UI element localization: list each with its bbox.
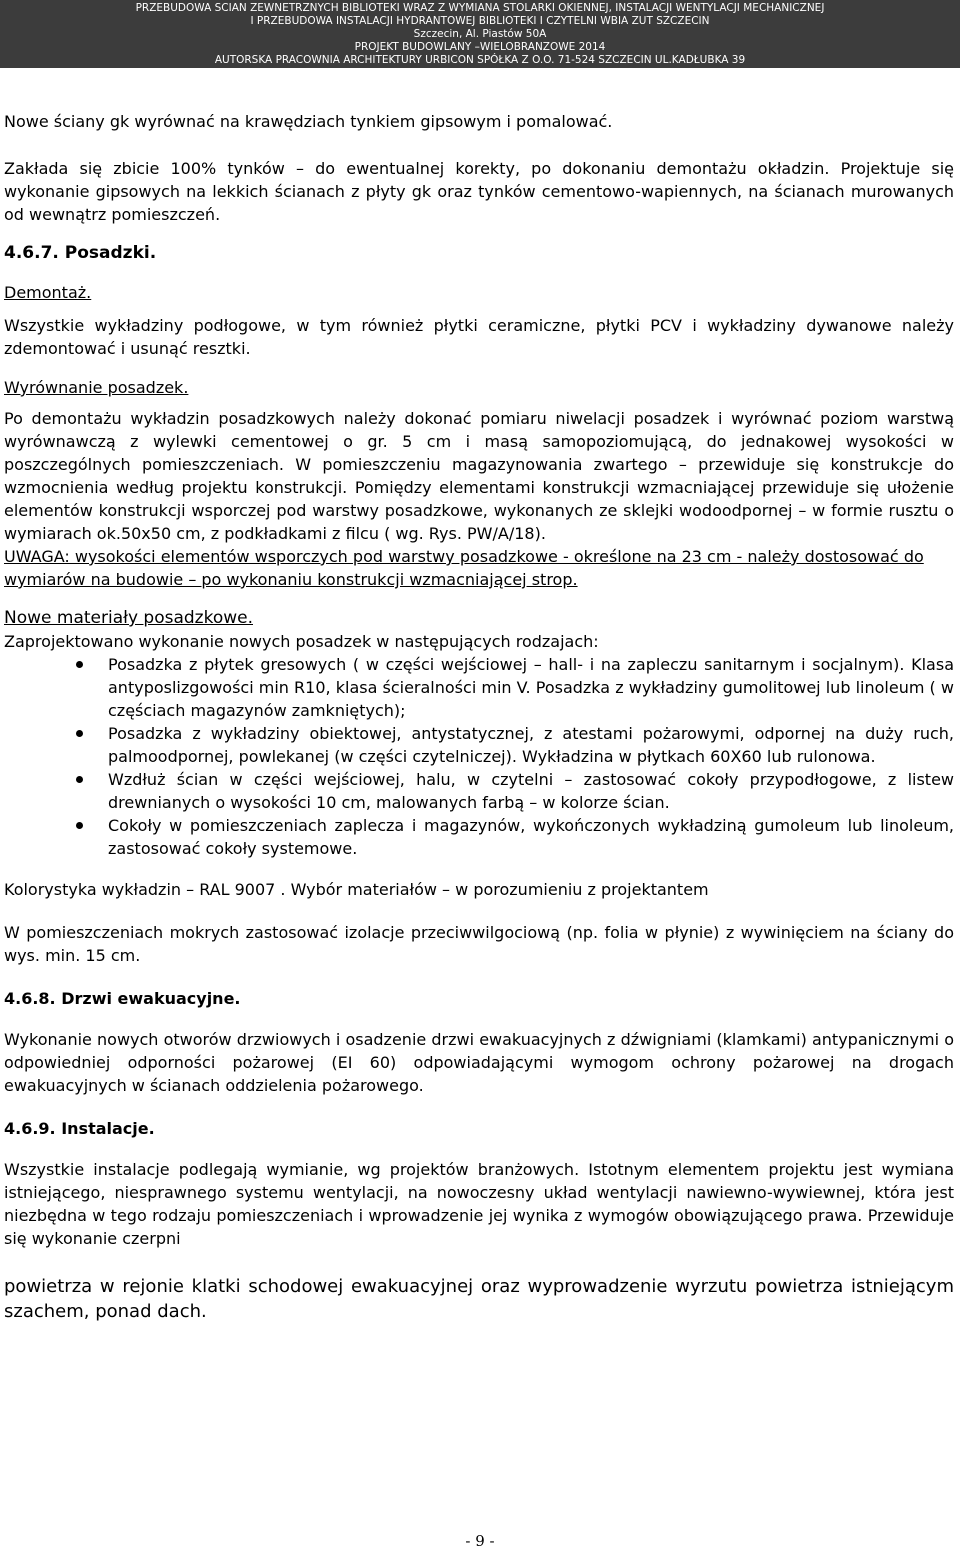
paragraph-mokre: W pomieszczeniach mokrych zastosować izolacje przeciwwilgociową (np. folia w płynie) z wywinięciem na ściany do wys. min. 15 cm.	[4, 923, 954, 965]
page-number: - 9 -	[465, 1532, 495, 1550]
list-item	[4, 814, 954, 860]
list-item	[4, 722, 954, 768]
document-header	[0, 0, 960, 68]
header-line-2: I PRZEBUDOWA INSTALACJI HYDRANTOWEJ BIBLIOTEKI I CZYTELNI WBIA ZUT SZCZECIN	[250, 15, 710, 27]
paragraph-demontaz: Wszystkie wykładziny podłogowe, w tym również płytki ceramiczne, płytki PCV i wykładziny dywanowe należy zdemontować i usunąć resztki.	[4, 316, 954, 358]
list-item	[4, 768, 954, 814]
document-body	[4, 110, 954, 1324]
list-item	[4, 653, 954, 722]
list-item-text: Posadzka z płytek gresowych ( w części wejściowej – hall- i na zapleczu sanitarnym i socjalnym). Klasa antyposlizgowości min R10, klasa ścieralności min V. Posadzka z wykładziny gumolitowej lub linoleum ( w częściach magazynów zamkniętych);	[108, 655, 954, 720]
paragraph-drzwi: Wykonanie nowych otworów drzwiowych i osadzenie drzwi ewakuacyjnych z dźwigniami (klamkami) antypanicznymi o odpowiedniej odporności pożarowej (EI 60) odpowiadającymi wymogom ochrony pożarowej na drogach ewakuacyjnych w ścianach oddzielenia pożarowego.	[4, 1030, 954, 1095]
list-item-text: Wzdłuż ścian w części wejściowej, halu, w czytelni – zastosować cokoły przypodłogowe, z listew drewnianych o wysokości 10 cm, malowanych farbą – w kolorze ścian.	[108, 770, 954, 812]
subheading-nowe-materialy: Nowe materiały posadzkowe.	[4, 608, 253, 628]
bullet-icon	[76, 776, 83, 783]
paragraph-nowe-sciany: Nowe ściany gk wyrównać na krawędziach tynkiem gipsowym i pomalować.	[4, 112, 613, 131]
paragraph-kolorystyka: Kolorystyka wykładzin – RAL 9007 . Wybór materiałów – w porozumieniu z projektantem	[4, 880, 709, 899]
section-heading-instalacje: 4.6.9. Instalacje.	[4, 1119, 155, 1138]
paragraph-nowe-intro: Zaprojektowano wykonanie nowych posadzek w następujących rodzajach:	[4, 632, 599, 651]
header-line-5: AUTORSKA PRACOWNIA ARCHITEKTURY URBICON SPÓŁKA Z O.O. 71-524 SZCZECIN UL.KADŁUBKA 39	[214, 54, 746, 66]
bullet-icon	[76, 822, 83, 829]
header-line-1: PRZEBUDOWA SCIAN ZEWNETRZNYCH BIBLIOTEKI WRAZ Z WYMIANA STOLARKI OKIENNEJ, INSTALACJI WENTYLACJI MECHANICZNEJ	[135, 2, 825, 14]
paragraph-wyrownanie: Po demontażu wykładzin posadzkowych należy dokonać pomiaru niwelacji posadzek i wyrównać poziom warstwą wyrównawczą z wylewki cementowej o gr. 5 cm i masą samopoziomującą, do jednakowej wysokości w poszczególnych pomieszczeniach. W pomieszczeniu magazynowania zwartego – przewiduje się konstrukcje do wzmocnienia według projektu konstrukcji. Pomiędzy elementami konstrukcji wzmacniającej przewiduje się ułożenie elementów konstrukcji wsporczej pod warstwy posadzkowe, wykonanych ze sklejki wodoodpornej – w formie rusztu o wymiarach ok.50x50 cm, z podkładkami z filcu ( wg. Rys. PW/A/18).	[4, 409, 954, 543]
paragraph-tynki: Zakłada się zbicie 100% tynków – do ewentualnej korekty, po dokonaniu demontażu okładzin. Projektuje się wykonanie gipsowych na lekkich ścianach z płyty gk oraz tynków cementowo-wapiennych, na ścianach murowanych od wewnątrz pomieszczeń.	[4, 159, 954, 224]
subheading-demontaz: Demontaż.	[4, 283, 92, 302]
paragraph-instalacje: Wszystkie instalacje podlegają wymianie, wg projektów branżowych. Istotnym elementem projektu jest wymiana istniejącego, niesprawnego systemu wentylacji, na nowoczesny układ wentylacji nawiewno-wywiewnej, która jest niezbędna w tego rodzaju pomieszczeniach i wprowadzenie jej wynika z wymogów obowiązującego prawa. Przewiduje się wykonanie czerpni	[4, 1160, 954, 1248]
paragraph-czerpnia: powietrza w rejonie klatki schodowej ewakuacyjnej oraz wyprowadzenie wyrzutu powietrza istniejącym szachem, ponad dach.	[4, 1276, 954, 1322]
bullet-icon	[76, 730, 83, 737]
subheading-wyrownanie: Wyrównanie posadzek.	[4, 378, 189, 397]
header-line-4: PROJEKT BUDOWLANY –WIELOBRANZOWE 2014	[354, 41, 606, 53]
bullet-icon	[76, 661, 83, 668]
paragraph-uwaga: UWAGA: wysokości elementów wsporczych pod warstwy posadzkowe - określone na 23 cm - należy dostosować do wymiarów na budowie – po wykonaniu konstrukcji wzmacniającej strop.	[4, 547, 924, 589]
header-line-3: Szczecin, Al. Piastów 50A	[413, 28, 547, 40]
flooring-list	[4, 653, 954, 860]
section-heading-posadzki: 4.6.7. Posadzki.	[4, 243, 157, 263]
list-item-text: Posadzka z wykładziny obiektowej, antystatycznej, z atestami pożarowymi, odpornej na duży ruch, palmoodpornej, powlekanej (w części czytelniczej). Wykładzina w płytkach 60X60 lub rulonowa.	[108, 724, 954, 766]
list-item-text: Cokoły w pomieszczeniach zaplecza i magazynów, wykończonych wykładziną gumoleum lub linoleum, zastosować cokoły systemowe.	[108, 816, 954, 858]
section-heading-drzwi: 4.6.8. Drzwi ewakuacyjne.	[4, 989, 241, 1008]
